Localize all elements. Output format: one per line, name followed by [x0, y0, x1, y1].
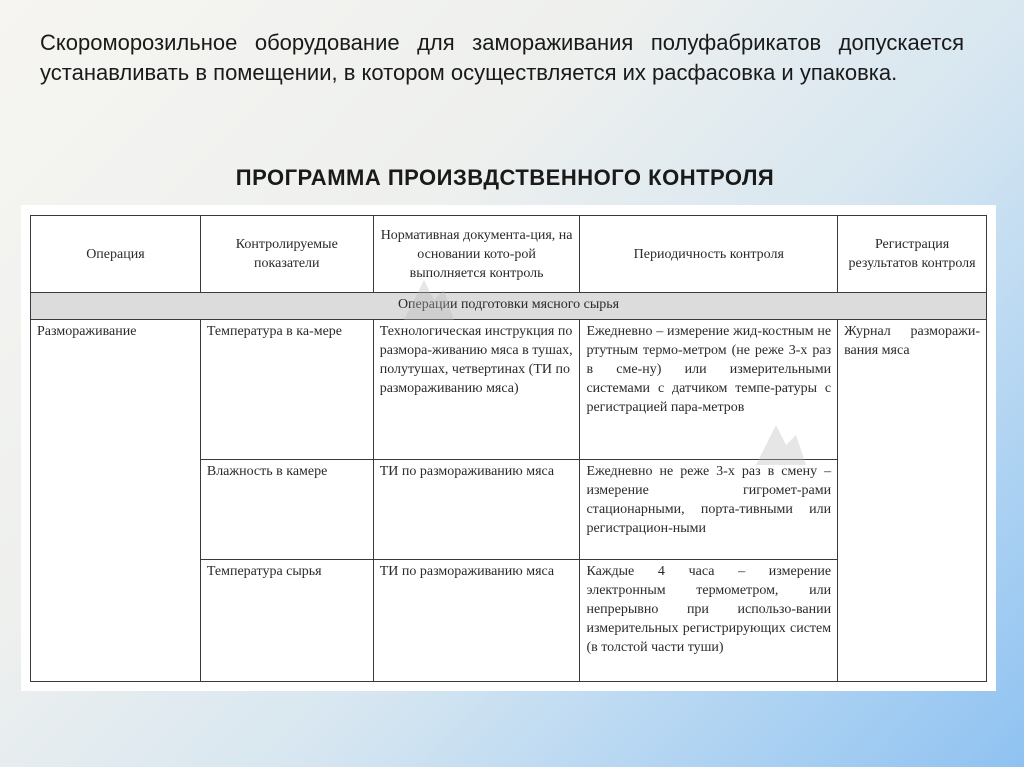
intro-paragraph: Скороморозильное оборудование для замораживания полуфабрикатов допускается устанавливать в помещении, в котором осуществляется их расфасовка и упаковка. [40, 30, 964, 85]
header-registration: Регистрация результатов контроля [838, 216, 987, 293]
table-row [31, 320, 987, 460]
doc-cell: ТИ по размораживанию мяса [373, 560, 580, 682]
period-cell: Каждые 4 часа – измерение электронным термометром, или непрерывно при использо-вании измерительных регистрирующих систем (в толстой части туши) [580, 560, 838, 682]
indicator-cell: Температура сырья [200, 560, 373, 682]
period-cell: Ежедневно не реже 3-х раз в смену – измерение гигромет-рами стационарными, порта-тивными или регистрацион-ными [580, 460, 838, 560]
page-title: ПРОГРАММА ПРОИЗВДСТВЕННОГО КОНТРОЛЯ [235, 165, 775, 190]
table-header-row [31, 216, 987, 293]
period-cell: Ежедневно – измерение жид-костным не ртутным термо-метром (не реже 3-х раз в сме-ну) или измерительными системами с датчиком темпе-ратуры с регистрацией пара-метров [580, 320, 838, 460]
doc-cell: ТИ по размораживанию мяса [373, 460, 580, 560]
registration-cell: Журнал разморажи-вания мяса [838, 320, 987, 682]
header-indicators: Контролируемые показатели [200, 216, 373, 293]
watermark-icon [399, 275, 459, 325]
control-program-table [30, 215, 987, 682]
indicator-cell: Температура в ка-мере [200, 320, 373, 460]
watermark-icon [751, 420, 811, 470]
header-periodicity: Периодичность контроля [580, 216, 838, 293]
section-title: Операции подготовки мясного сырья [31, 293, 987, 320]
operation-cell: Размораживание [31, 320, 201, 682]
header-operation: Операция [31, 216, 201, 293]
header-documentation: Нормативная документа-ция, на основании кото-рой выполняется контроль [373, 216, 580, 293]
indicator-cell: Влажность в камере [200, 460, 373, 560]
doc-cell: Технологическая инструкция по размора-живанию мяса в тушах, полутушах, четвертинах (ТИ по размораживанию мяса) [373, 320, 580, 460]
table-scan-image [21, 205, 996, 691]
section-row [31, 293, 987, 320]
